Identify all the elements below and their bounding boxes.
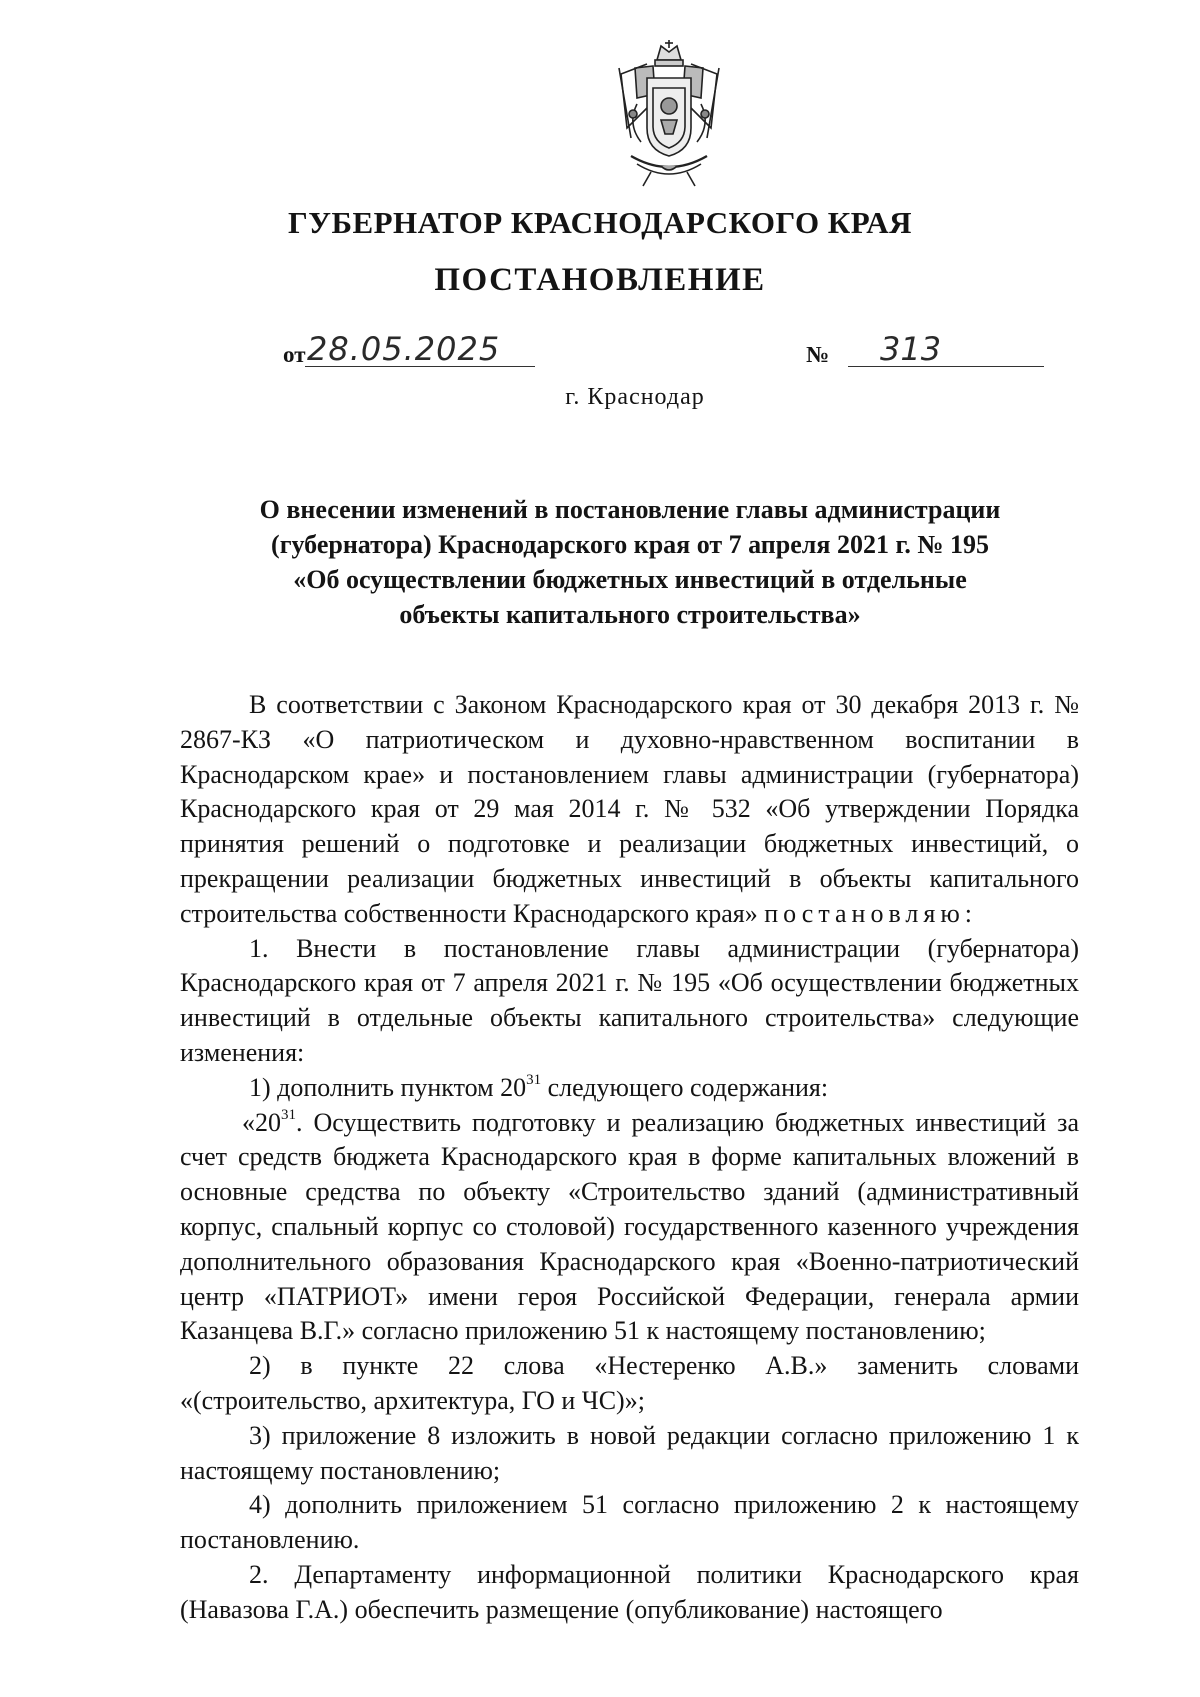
title-line: «Об осуществлении бюджетных инвестиций в отдельные <box>293 565 967 594</box>
number-underline <box>848 366 1044 367</box>
number-prefix: № <box>806 342 830 367</box>
quoted-point-text: . Осуществить подготовку и реализацию бюджетных инвестиций за счет средств бюджета Краснодарского края в форме капитальных вложений в основные средства по объекту «Строительство зданий (административный корпус, спальный корпус со столовой) государственного казенного учреждения дополнительного образования Краснодарского края «Военно-патриотический центр «ПАТРИОТ» имени героя Российской Федерации, генерала армии Казанцева В.Г.» согласно приложению 51 к настоящему постановлению; <box>180 1107 1079 1346</box>
superscript: 31 <box>281 1106 296 1123</box>
preamble-text: В соответствии с Законом Краснодарского края от 30 декабря 2013 г. № 2867-КЗ «О патриотическом и духовно-нравственном воспитании в Краснодарском крае» и постановлением главы администрации (губернатора) Краснодарского края от 29 мая 2014 г. № 532 «Об утверждении Порядка принятия решений о подготовке и реализации бюджетных инвестиций, о прекращении реализации бюджетных инвестиций в объекты капитального строительства собственности Краснодарского края» <box>180 690 1079 928</box>
quoted-point <box>180 1106 1079 1350</box>
date-prefix: от <box>283 342 306 367</box>
document-date: 28.05.2025 <box>307 330 501 368</box>
superscript: 31 <box>526 1072 542 1089</box>
document-type: ПОСТАНОВЛЕНИЕ <box>434 262 766 298</box>
title-line: О внесении изменений в постановление главы администрации <box>259 495 1001 524</box>
preamble-paragraph <box>180 688 1079 932</box>
date-number-row <box>0 330 1200 374</box>
item-2: 2. Департаменту информационной политики Краснодарского края (Навазова Г.А.) обеспечить размещение (опубликование) настоящего <box>180 1559 1079 1624</box>
date-underline <box>305 366 535 367</box>
item-1: 1. Внести в постановление главы администрации (губернатора) Краснодарского края от 7 апреля 2021 г. № 195 «Об осуществлении бюджетных инвестиций в отдельные объекты капитального строительства» следующие изменения: <box>180 933 1079 1067</box>
coat-of-arms-icon <box>607 38 731 190</box>
document-number: 313 <box>880 330 942 368</box>
subitem-2: 2) в пункте 22 слова «Нестеренко А.В.» заменить словами «(строительство, архитектура, ГО и ЧС)»; <box>180 1351 1079 1415</box>
subitem-1-text: 1) дополнить пунктом 20 <box>249 1072 527 1102</box>
subitem-1-text-end: следующего содержания: <box>541 1072 829 1102</box>
subitem-4: 4) дополнить приложением 51 согласно приложению 2 к настоящему постановлению. <box>180 1490 1079 1555</box>
title-line: объекты капитального строительства» <box>399 600 861 629</box>
document-body <box>180 688 1079 1628</box>
subitem-1 <box>180 1071 1079 1106</box>
document-title <box>180 492 1080 632</box>
subitem-3: 3) приложение 8 изложить в новой редакции согласно приложению 1 к настоящему постановлению; <box>180 1420 1079 1485</box>
quoted-point-start: «20 <box>242 1107 281 1137</box>
decree-word: постановляю: <box>764 898 977 928</box>
city: г. Краснодар <box>565 384 705 410</box>
organization-title: ГУБЕРНАТОР КРАСНОДАРСКОГО КРАЯ <box>287 205 913 240</box>
title-line: (губернатора) Краснодарского края от 7 апреля 2021 г. № 195 <box>271 530 989 559</box>
